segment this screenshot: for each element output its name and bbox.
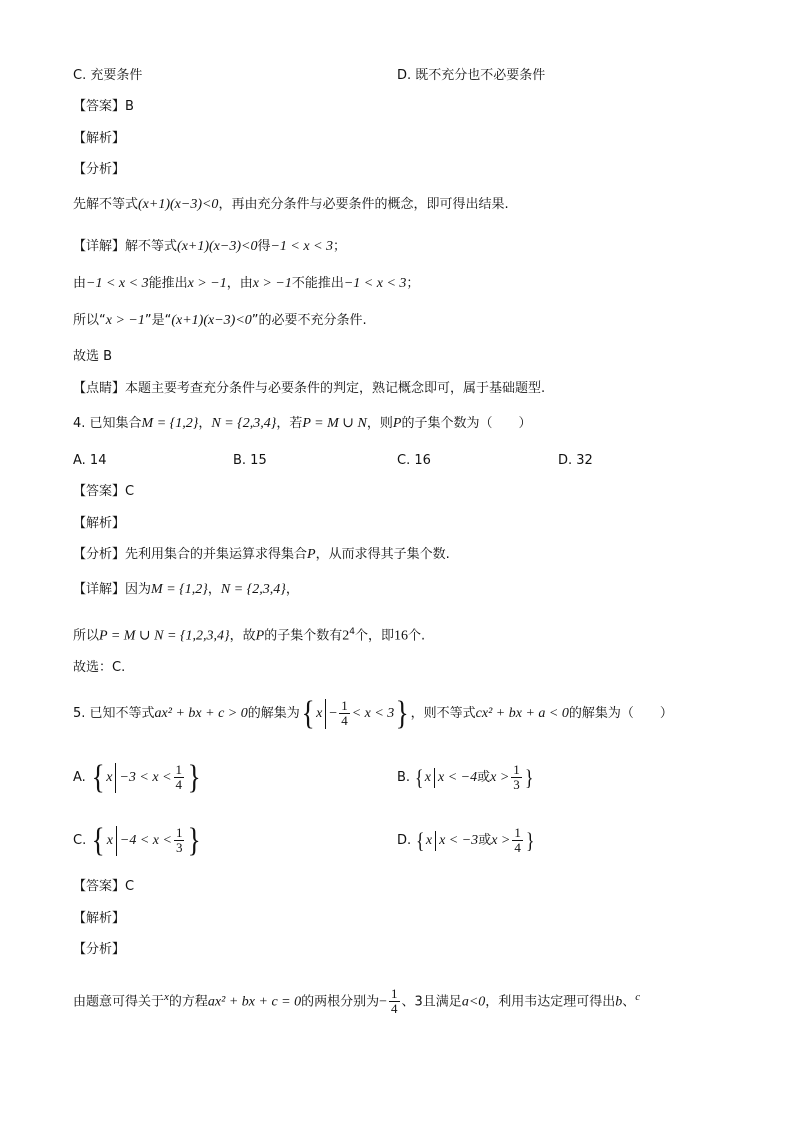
answer-line: 【答案】B xyxy=(73,99,134,114)
q5-stem: 5. 已知不等式ax² + bx + c > 0的解集为{ x − $\frac{1}{4}$ < x < 3} ，则不等式cx² + bx + a < 0的解集为（ ） xyxy=(73,694,673,732)
q5-option-c: C. { x −4 < x < $\frac{1}{3}$ } xyxy=(73,821,202,859)
q5-fenxi-heading: 【分析】 xyxy=(73,942,126,957)
q5-option-d: D. {x x < −3或x > $\frac{1}{4}$ } xyxy=(397,825,535,855)
q5-option-a: A. { x −3 < x < $\frac{1}{4}$ } xyxy=(73,758,201,796)
analysis-heading: 【解析】 xyxy=(73,131,126,146)
comment-line: 【点睛】本题主要考查充分条件与必要条件的判定，熟记概念即可，属于基础题型. xyxy=(73,381,546,396)
fenxi-line: 先解不等式(x+1)(x−3)<0，再由充分条件与必要条件的概念，即可得出结果. xyxy=(73,197,509,212)
fenxi-heading: 【分析】 xyxy=(73,162,126,177)
q4-detail: 【详解】因为M = {1,2}，N = {2,3,4}， xyxy=(73,582,299,597)
detail-line-2: 由−1 < x < 3能推出x > −1，由x > −1不能推出−1 < x < 3； xyxy=(73,276,420,291)
q5-analysis-heading: 【解析】 xyxy=(73,911,126,926)
option-c: C. 充要条件 xyxy=(73,68,143,83)
q4-option-b: B. 15 xyxy=(233,453,267,468)
q4-option-d: D. 32 xyxy=(558,453,593,468)
q4-option-c: C. 16 xyxy=(397,453,431,468)
q4-so-line: 所以P = M ∪ N = {1,2,3,4}，故P的子集个数有$2^4$个，即16个. xyxy=(73,627,426,644)
detail-line-3: 所以“x > −1”是“(x+1)(x−3)<0”的必要不充分条件. xyxy=(73,313,367,328)
q4-fenxi: 【分析】先利用集合的并集运算求得集合P，从而求得其子集个数. xyxy=(73,547,450,562)
q4-stem: 4. 已知集合M = {1,2}，N = {2,3,4}，若P = M ∪ N，则P的子集个数为（ ） xyxy=(73,416,532,431)
q5-option-b: B. {x x < −4或x > $\frac{1}{3}$ } xyxy=(397,762,534,792)
choose-line: 故选 B xyxy=(73,349,113,364)
detail-line-1: 【详解】解不等式(x+1)(x−3)<0得−1 < x < 3； xyxy=(73,239,347,254)
q4-analysis-heading: 【解析】 xyxy=(73,516,126,531)
q5-fenxi-line: 由题意可得关于$^x$的方程ax² + bx + c = 0的两根分别为− $\frac{1}{4}$ 、3且满足a<0，利用韦达定理可得出b、$^c$ xyxy=(73,986,641,1017)
q4-choose: 故选：C. xyxy=(73,660,126,675)
q4-answer: 【答案】C xyxy=(73,484,135,499)
option-d: D. 既不充分也不必要条件 xyxy=(397,68,546,83)
q5-answer: 【答案】C xyxy=(73,879,135,894)
q4-option-a: A. 14 xyxy=(73,453,107,468)
